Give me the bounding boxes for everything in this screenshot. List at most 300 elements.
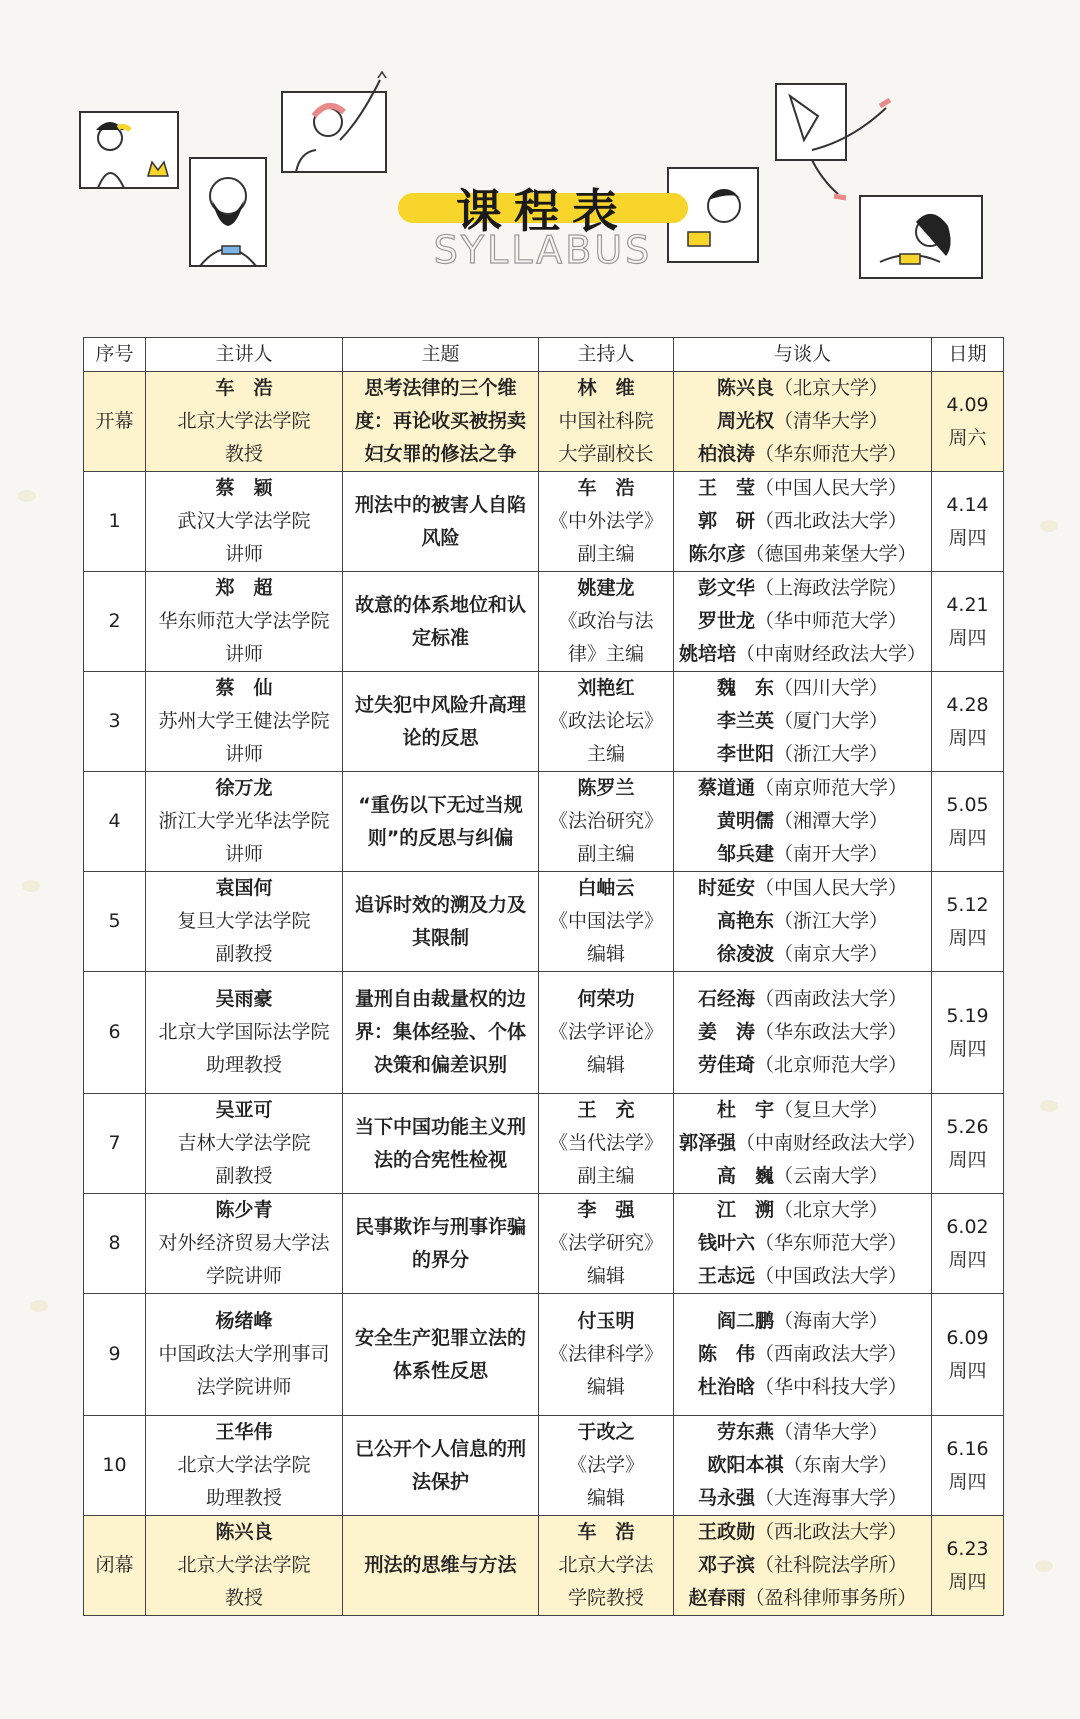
speaker-name: 杨绪峰 <box>215 1310 273 1332</box>
speaker-cell <box>146 1294 343 1416</box>
guest-name: 江 溯 <box>716 1199 774 1221</box>
guest-name: 李世阳 <box>716 743 774 765</box>
topic-cell: 刑法中的被害人自陷风险 <box>343 472 539 572</box>
page-title: 课程表 <box>456 184 630 238</box>
table-row <box>84 472 1004 572</box>
speaker-cell <box>146 1416 343 1516</box>
row-number: 3 <box>84 672 146 772</box>
host-name: 姚建龙 <box>577 577 635 599</box>
date-cell <box>932 1194 1004 1294</box>
guest-name: 钱叶六 <box>697 1232 755 1254</box>
weekday-value: 周四 <box>948 726 987 749</box>
guest-affiliation: （西南政法大学） <box>755 988 908 1010</box>
weekday-value: 周四 <box>948 526 987 549</box>
background-dot <box>22 880 40 892</box>
guest-entry <box>674 705 931 738</box>
guest-name: 周光权 <box>716 410 774 432</box>
table-body <box>84 372 1004 1616</box>
topic-cell: 刑法的思维与方法 <box>343 1516 539 1616</box>
guest-affiliation: （中南财经政法大学） <box>736 643 927 665</box>
speaker-org: 北京大学法学院 <box>177 1454 311 1476</box>
guest-name: 石经海 <box>697 988 755 1010</box>
speaker-name: 蔡 颖 <box>215 477 273 499</box>
speaker-title: 讲师 <box>224 643 263 665</box>
weekday-value: 周六 <box>948 426 987 449</box>
guest-affiliation: （华东师范大学） <box>755 443 908 465</box>
weekday-value: 周四 <box>948 826 987 849</box>
guest-affiliation: （云南大学） <box>774 1165 889 1187</box>
topic-cell: 过失犯中风险升高理论的反思 <box>343 672 539 772</box>
guest-entry <box>674 1371 931 1404</box>
guests-cell <box>674 772 932 872</box>
guest-affiliation: （中南财经政法大学） <box>736 1132 927 1154</box>
date-cell <box>932 1294 1004 1416</box>
host-line3: 编辑 <box>586 943 625 965</box>
guest-affiliation: （北京大学） <box>774 377 889 399</box>
date-value: 5.12 <box>946 893 989 916</box>
date-cell <box>932 672 1004 772</box>
guest-entry <box>674 983 931 1016</box>
guest-name: 彭文华 <box>697 577 755 599</box>
speaker-title: 助理教授 <box>205 1054 282 1076</box>
host-line2: 《政法论坛》 <box>548 710 663 732</box>
host-cell <box>539 1094 674 1194</box>
topic-cell: 追诉时效的溯及力及其限制 <box>343 872 539 972</box>
guests-cell <box>674 572 932 672</box>
date-cell <box>932 1094 1004 1194</box>
guest-entry <box>674 572 931 605</box>
guest-affiliation: （南开大学） <box>774 843 889 865</box>
date-value: 6.09 <box>946 1326 989 1349</box>
guest-name: 陈 伟 <box>697 1343 755 1365</box>
guest-entry <box>674 1194 931 1227</box>
guest-affiliation: （海南大学） <box>774 1310 889 1332</box>
guest-affiliation: （东南大学） <box>783 1454 898 1476</box>
weekday-value: 周四 <box>948 1359 987 1382</box>
guest-name: 王 莹 <box>697 477 755 499</box>
guest-name: 杜治晗 <box>697 1376 755 1398</box>
date-value: 5.19 <box>946 1004 989 1027</box>
topic-cell: 安全生产犯罪立法的体系性反思 <box>343 1294 539 1416</box>
host-cell <box>539 972 674 1094</box>
speaker-cell <box>146 972 343 1094</box>
guest-entry <box>674 938 931 971</box>
host-line2: 《当代法学》 <box>548 1132 663 1154</box>
guest-name: 徐凌波 <box>716 943 774 965</box>
row-number: 开幕 <box>84 372 146 472</box>
speaker-org: 对外经济贸易大学法 <box>158 1232 330 1254</box>
guest-affiliation: （上海政法学院） <box>755 577 908 599</box>
guest-entry <box>674 372 931 405</box>
host-name: 王 充 <box>577 1099 635 1121</box>
header-banner <box>0 0 1080 330</box>
date-cell <box>932 972 1004 1094</box>
table-row <box>84 1416 1004 1516</box>
speaker-title: 讲师 <box>224 743 263 765</box>
guest-entry <box>674 1094 931 1127</box>
guest-affiliation: （大连海事大学） <box>755 1487 908 1509</box>
speaker-cell <box>146 472 343 572</box>
speaker-cell <box>146 672 343 772</box>
speaker-org: 浙江大学光华法学院 <box>158 810 330 832</box>
guest-affiliation: （复旦大学） <box>774 1099 889 1121</box>
guest-affiliation: （华东师范大学） <box>755 1232 908 1254</box>
host-cell <box>539 1516 674 1616</box>
date-cell <box>932 472 1004 572</box>
speaker-name: 郑 超 <box>215 577 273 599</box>
guest-entry <box>674 805 931 838</box>
date-value: 4.21 <box>946 593 989 616</box>
speaker-cell <box>146 572 343 672</box>
guest-entry <box>674 1416 931 1449</box>
topic-cell: 故意的体系地位和认定标准 <box>343 572 539 672</box>
guest-entry <box>674 1305 931 1338</box>
guest-name: 姜 涛 <box>697 1021 755 1043</box>
host-line3: 副主编 <box>577 843 635 865</box>
guest-name: 邓子滨 <box>697 1554 755 1576</box>
speaker-name: 王华伟 <box>215 1421 273 1443</box>
guest-affiliation: （盈科律师事务所） <box>745 1587 917 1609</box>
speaker-org: 北京大学国际法学院 <box>158 1021 330 1043</box>
host-line3: 大学副校长 <box>558 443 654 465</box>
guests-cell <box>674 472 932 572</box>
speaker-org: 复旦大学法学院 <box>177 910 311 932</box>
guest-entry <box>674 1582 931 1615</box>
row-number: 8 <box>84 1194 146 1294</box>
row-number: 10 <box>84 1416 146 1516</box>
row-number: 4 <box>84 772 146 872</box>
host-line3: 编辑 <box>586 1376 625 1398</box>
guest-name: 劳东燕 <box>716 1421 774 1443</box>
guest-name: 高艳东 <box>716 910 774 932</box>
guest-name: 赵春雨 <box>688 1587 746 1609</box>
row-number: 闭幕 <box>84 1516 146 1616</box>
table-row <box>84 772 1004 872</box>
guest-entry <box>674 1016 931 1049</box>
speaker-cell <box>146 372 343 472</box>
speaker-name: 陈兴良 <box>215 1521 273 1543</box>
topic-cell: “重伤以下无过当规则”的反思与纠偏 <box>343 772 539 872</box>
weekday-value: 周四 <box>948 1148 987 1171</box>
date-value: 5.26 <box>946 1115 989 1138</box>
speaker-cell <box>146 772 343 872</box>
guest-name: 劳佳琦 <box>697 1054 755 1076</box>
host-line2: 中国社科院 <box>558 410 654 432</box>
host-line2: 《法治研究》 <box>548 810 663 832</box>
guests-cell <box>674 672 932 772</box>
host-line2: 《法学评论》 <box>548 1021 663 1043</box>
host-line3: 编辑 <box>586 1054 625 1076</box>
host-cell <box>539 772 674 872</box>
date-value: 4.28 <box>946 693 989 716</box>
weekday-value: 周四 <box>948 1470 987 1493</box>
speaker-title: 副教授 <box>215 943 273 965</box>
speaker-org: 北京大学法学院 <box>177 1554 311 1576</box>
row-number: 6 <box>84 972 146 1094</box>
table-row <box>84 1516 1004 1616</box>
guests-cell <box>674 1194 932 1294</box>
background-dot <box>1035 1560 1053 1572</box>
speaker-org: 吉林大学法学院 <box>177 1132 311 1154</box>
date-cell <box>932 772 1004 872</box>
date-value: 4.09 <box>946 393 989 416</box>
host-line2: 北京大学法 <box>558 1554 654 1576</box>
guest-name: 王政勋 <box>697 1521 755 1543</box>
guest-affiliation: （中国人民大学） <box>755 877 908 899</box>
guest-name: 高 巍 <box>716 1165 774 1187</box>
guest-affiliation: （华中科技大学） <box>755 1376 908 1398</box>
host-line3: 副主编 <box>577 543 635 565</box>
date-cell <box>932 872 1004 972</box>
guest-affiliation: （北京师范大学） <box>755 1054 908 1076</box>
host-name: 车 浩 <box>577 477 635 499</box>
guest-name: 郭泽强 <box>678 1132 736 1154</box>
guest-entry <box>674 838 931 871</box>
guest-affiliation: （浙江大学） <box>774 743 889 765</box>
row-number: 2 <box>84 572 146 672</box>
guest-name: 时延安 <box>697 877 755 899</box>
speaker-name: 吴雨豪 <box>215 988 273 1010</box>
speaker-name: 徐万龙 <box>215 777 273 799</box>
host-name: 陈罗兰 <box>577 777 635 799</box>
table-row <box>84 1094 1004 1194</box>
table-row <box>84 1194 1004 1294</box>
guest-entry <box>674 772 931 805</box>
header-host: 主持人 <box>539 338 674 372</box>
table-row <box>84 1294 1004 1416</box>
row-number: 1 <box>84 472 146 572</box>
guest-affiliation: （清华大学） <box>774 1421 889 1443</box>
host-line2: 《中国法学》 <box>548 910 663 932</box>
speaker-title: 教授 <box>224 1587 263 1609</box>
guest-name: 邹兵建 <box>716 843 774 865</box>
speaker-name: 吴亚可 <box>215 1099 273 1121</box>
guests-cell <box>674 872 932 972</box>
background-dot <box>1040 1100 1058 1112</box>
date-value: 5.05 <box>946 793 989 816</box>
speaker-org: 苏州大学王健法学院 <box>158 710 330 732</box>
guests-cell <box>674 1416 932 1516</box>
speaker-title: 助理教授 <box>205 1487 282 1509</box>
guest-affiliation: （西北政法大学） <box>755 510 908 532</box>
guest-entry <box>674 438 931 471</box>
guest-affiliation: （社科院法学所） <box>755 1554 908 1576</box>
speaker-cell <box>146 1516 343 1616</box>
host-name: 于改之 <box>577 1421 635 1443</box>
guest-entry <box>674 1049 931 1082</box>
host-cell <box>539 872 674 972</box>
host-name: 林 维 <box>577 377 635 399</box>
speaker-org: 武汉大学法学院 <box>177 510 311 532</box>
header-guests: 与谈人 <box>674 338 932 372</box>
guest-entry <box>674 1227 931 1260</box>
guest-entry <box>674 1160 931 1193</box>
guest-name: 姚培培 <box>678 643 736 665</box>
background-dot <box>30 1300 48 1312</box>
row-number: 7 <box>84 1094 146 1194</box>
host-name: 刘艳红 <box>577 677 635 699</box>
guest-affiliation: （湘潭大学） <box>774 810 889 832</box>
guest-affiliation: （西北政法大学） <box>755 1521 908 1543</box>
topic-cell: 当下中国功能主义刑法的合宪性检视 <box>343 1094 539 1194</box>
topic-cell: 量刑自由裁量权的边界：集体经验、个体决策和偏差识别 <box>343 972 539 1094</box>
table-row <box>84 972 1004 1094</box>
host-line3: 学院教授 <box>567 1587 644 1609</box>
speaker-name: 袁国何 <box>215 877 273 899</box>
topic-cell: 民事欺诈与刑事诈骗的界分 <box>343 1194 539 1294</box>
guest-entry <box>674 1260 931 1293</box>
weekday-value: 周四 <box>948 1248 987 1271</box>
header-no: 序号 <box>84 338 146 372</box>
date-cell <box>932 572 1004 672</box>
row-number: 9 <box>84 1294 146 1416</box>
guest-affiliation: （中国政法大学） <box>755 1265 908 1287</box>
host-line3: 律》主编 <box>567 643 644 665</box>
guest-affiliation: （浙江大学） <box>774 910 889 932</box>
table-row <box>84 672 1004 772</box>
guest-affiliation: （南京大学） <box>774 943 889 965</box>
guest-entry <box>674 1127 931 1160</box>
guest-name: 郭 研 <box>697 510 755 532</box>
table-row <box>84 572 1004 672</box>
guest-entry <box>674 1482 931 1515</box>
guest-name: 李兰英 <box>716 710 774 732</box>
date-cell <box>932 1416 1004 1516</box>
guest-name: 魏 东 <box>716 677 774 699</box>
guest-affiliation: （德国弗莱堡大学） <box>745 543 917 565</box>
guest-name: 陈尔彦 <box>688 543 746 565</box>
header-topic: 主题 <box>343 338 539 372</box>
host-name: 付玉明 <box>577 1310 635 1332</box>
guest-name: 陈兴良 <box>716 377 774 399</box>
host-line3: 主编 <box>586 743 625 765</box>
guest-affiliation: （中国人民大学） <box>755 477 908 499</box>
date-value: 4.14 <box>946 493 989 516</box>
speaker-title: 学院讲师 <box>205 1265 282 1287</box>
host-cell <box>539 672 674 772</box>
guest-entry <box>674 1449 931 1482</box>
guest-name: 欧阳本祺 <box>707 1454 784 1476</box>
guest-entry <box>674 1338 931 1371</box>
speaker-title: 副教授 <box>215 1165 273 1187</box>
guests-cell <box>674 1516 932 1616</box>
speaker-title: 讲师 <box>224 543 263 565</box>
table-row <box>84 872 1004 972</box>
guests-cell <box>674 1294 932 1416</box>
guest-name: 王志远 <box>697 1265 755 1287</box>
host-line2: 《中外法学》 <box>548 510 663 532</box>
guest-affiliation: （西南政法大学） <box>755 1343 908 1365</box>
guest-entry <box>674 538 931 571</box>
speaker-name: 陈少青 <box>215 1199 273 1221</box>
topic-cell: 已公开个人信息的刑法保护 <box>343 1416 539 1516</box>
guests-cell <box>674 972 932 1094</box>
row-number: 5 <box>84 872 146 972</box>
background-dot <box>1040 520 1058 532</box>
host-cell <box>539 372 674 472</box>
guest-affiliation: （南京师范大学） <box>755 777 908 799</box>
host-cell <box>539 572 674 672</box>
host-line3: 编辑 <box>586 1265 625 1287</box>
speaker-title: 讲师 <box>224 843 263 865</box>
host-cell <box>539 1294 674 1416</box>
guests-cell <box>674 372 932 472</box>
speaker-name: 车 浩 <box>215 377 273 399</box>
host-line2: 《法学研究》 <box>548 1232 663 1254</box>
syllabus-table <box>83 337 1004 1616</box>
guest-entry <box>674 905 931 938</box>
host-line2: 《法律科学》 <box>548 1343 663 1365</box>
date-value: 6.23 <box>946 1537 989 1560</box>
weekday-value: 周四 <box>948 626 987 649</box>
guest-entry <box>674 638 931 671</box>
guest-entry <box>674 1516 931 1549</box>
speaker-org: 中国政法大学刑事司 <box>158 1343 330 1365</box>
guest-entry <box>674 672 931 705</box>
host-line2: 《政治与法 <box>558 610 654 632</box>
guest-name: 杜 宇 <box>716 1099 774 1121</box>
date-cell <box>932 372 1004 472</box>
topic-cell: 思考法律的三个维度：再论收买被拐卖妇女罪的修法之争 <box>343 372 539 472</box>
speaker-title: 法学院讲师 <box>196 1376 292 1398</box>
guest-entry <box>674 605 931 638</box>
table-row <box>84 372 1004 472</box>
guest-affiliation: （清华大学） <box>774 410 889 432</box>
host-line3: 副主编 <box>577 1165 635 1187</box>
host-line3: 编辑 <box>586 1487 625 1509</box>
host-cell <box>539 1416 674 1516</box>
guest-affiliation: （华中师范大学） <box>755 610 908 632</box>
speaker-cell <box>146 1194 343 1294</box>
speaker-title: 教授 <box>224 443 263 465</box>
host-name: 车 浩 <box>577 1521 635 1543</box>
header-speaker: 主讲人 <box>146 338 343 372</box>
host-cell <box>539 472 674 572</box>
guest-name: 阎二鹏 <box>716 1310 774 1332</box>
speaker-org: 华东师范大学法学院 <box>158 610 330 632</box>
guest-affiliation: （华东政法大学） <box>755 1021 908 1043</box>
guest-entry <box>674 505 931 538</box>
guest-entry <box>674 405 931 438</box>
table-header-row <box>84 338 1004 372</box>
host-line2: 《法学》 <box>567 1454 644 1476</box>
guest-affiliation: （四川大学） <box>774 677 889 699</box>
date-value: 6.02 <box>946 1215 989 1238</box>
speaker-cell <box>146 1094 343 1194</box>
background-dot <box>18 490 36 502</box>
guest-entry <box>674 1549 931 1582</box>
date-value: 6.16 <box>946 1437 989 1460</box>
guest-entry <box>674 472 931 505</box>
speaker-cell <box>146 872 343 972</box>
guest-entry <box>674 872 931 905</box>
page-subtitle: SYLLABUS <box>433 228 653 272</box>
guest-name: 蔡道通 <box>697 777 755 799</box>
header-date: 日期 <box>932 338 1004 372</box>
host-name: 何荣功 <box>577 988 635 1010</box>
guest-name: 黄明儒 <box>716 810 774 832</box>
guest-affiliation: （北京大学） <box>774 1199 889 1221</box>
weekday-value: 周四 <box>948 926 987 949</box>
weekday-value: 周四 <box>948 1570 987 1593</box>
host-name: 李 强 <box>577 1199 635 1221</box>
speaker-org: 北京大学法学院 <box>177 410 311 432</box>
weekday-value: 周四 <box>948 1037 987 1060</box>
host-name: 白岫云 <box>577 877 635 899</box>
guest-name: 罗世龙 <box>697 610 755 632</box>
guest-affiliation: （厦门大学） <box>774 710 889 732</box>
guest-name: 柏浪涛 <box>697 443 755 465</box>
